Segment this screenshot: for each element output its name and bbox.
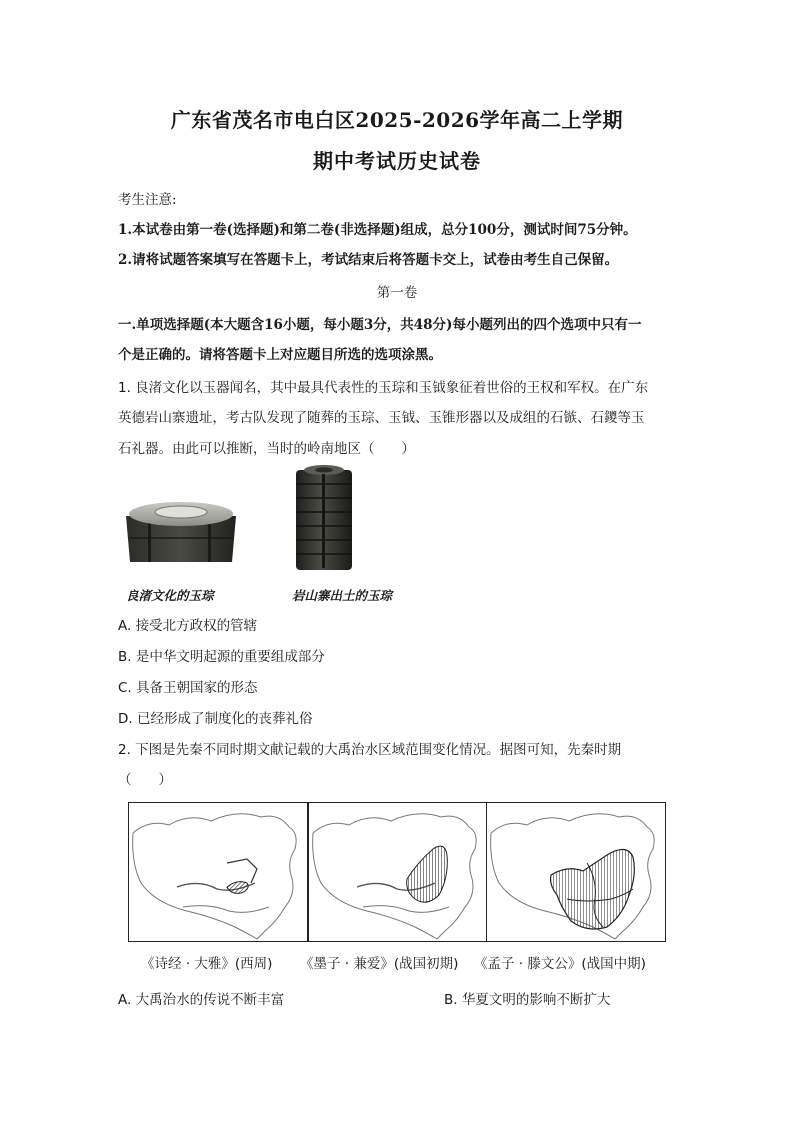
map-early-warring-states (308, 802, 488, 942)
map-mid-warring-states (486, 802, 666, 942)
exam-title-line1: 广东省茂名市电白区2025-2026学年高二上学期 (170, 108, 624, 132)
q2-stem-line1: 2. 下图是先秦不同时期文献记载的大禹治水区域范围变化情况。据图可知，先秦时期 (118, 742, 622, 758)
yanshanzhai-jade-cong-image (290, 462, 358, 574)
liangzhu-jade-cong-caption: 良渚文化的玉琮 (126, 588, 214, 603)
liangzhu-jade-cong-image (120, 490, 242, 572)
q1-option-b: B. 是中华文明起源的重要组成部分 (118, 649, 325, 665)
q2-stem-line2: （ ） (118, 772, 172, 788)
q1-option-d: D. 已经形成了制度化的丧葬礼俗 (118, 711, 313, 727)
map-western-zhou (128, 802, 308, 942)
q2-option-a: A. 大禹治水的传说不断丰富 (118, 992, 285, 1008)
exam-title-line2: 期中考试历史试卷 (313, 149, 481, 173)
section-intro-line2: 个是正确的。请将答题卡上对应题目所选的选项涂黑。 (118, 347, 442, 363)
notice-item-1: 1.本试卷由第一卷(选择题)和第二卷(非选择题)组成，总分100分，测试时间75分钟。 (118, 222, 637, 238)
yanshanzhai-jade-cong-caption: 岩山寨出土的玉琮 (292, 588, 393, 603)
map-mid-warring-states-caption: 《孟子 · 滕文公》(战国中期) (474, 956, 646, 972)
map-western-zhou-caption: 《诗经 · 大雅》(西周) (141, 956, 273, 972)
q1-option-c: C. 具备王朝国家的形态 (118, 680, 258, 696)
q2-option-b: B. 华夏文明的影响不断扩大 (444, 992, 611, 1008)
q1-stem-line1: 1. 良渚文化以玉器闻名，其中最具代表性的玉琮和玉钺象征着世俗的王权和军权。在广东 (118, 380, 649, 396)
q1-stem-line2: 英德岩山寨遗址，考古队发现了随葬的玉琮、玉钺、玉锥形器以及成组的石镞、石鑁等玉 (118, 410, 645, 426)
notice-heading: 考生注意: (118, 192, 177, 208)
notice-item-2: 2.请将试题答案填写在答题卡上，考试结束后将答题卡交上，试卷由考生自己保留。 (118, 252, 619, 268)
q1-stem-line3: 石礼器。由此可以推断，当时的岭南地区（ ） (118, 441, 415, 457)
map-early-warring-states-caption: 《墨子 · 兼爱》(战国初期) (300, 956, 459, 972)
volume-heading: 第一卷 (376, 285, 418, 301)
section-intro-line1: 一.单项选择题(本大题含16小题，每小题3分，共48分)每小题列出的四个选项中只有一 (118, 317, 642, 333)
q1-option-a: A. 接受北方政权的管辖 (118, 618, 258, 634)
